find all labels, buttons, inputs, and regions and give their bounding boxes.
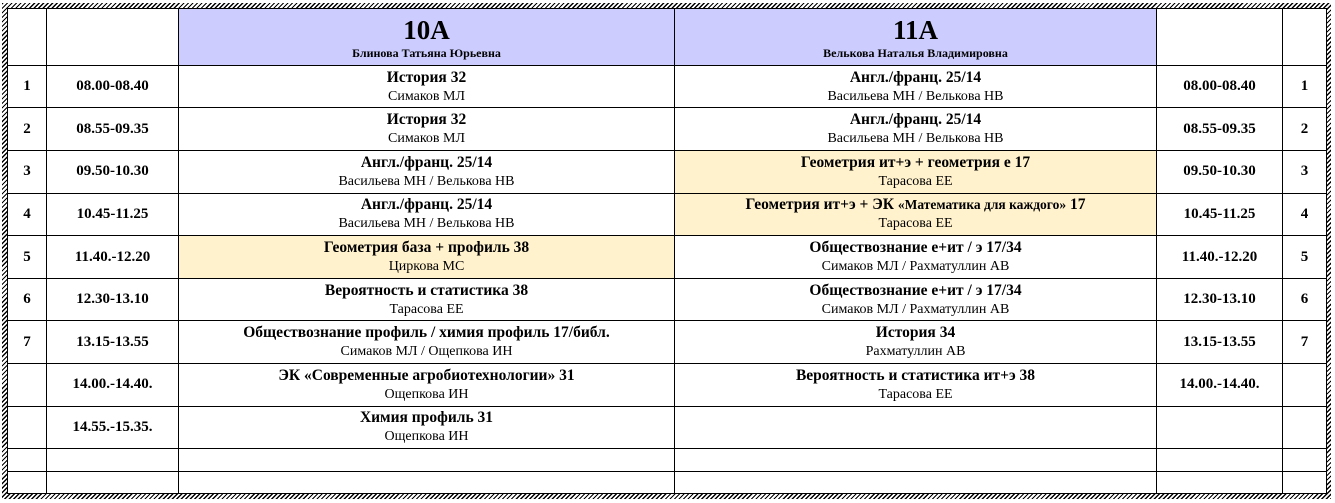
lesson-row	[8, 151, 1327, 194]
subject: История 32	[386, 68, 467, 86]
lesson-number-right: 7	[1283, 321, 1327, 364]
lesson-row	[8, 65, 1327, 108]
class-header-11a	[675, 9, 1157, 66]
lesson-time: 09.50-10.30	[47, 151, 179, 194]
schedule-table	[7, 8, 1327, 494]
teacher: Васильева МН / Велькова НВ	[827, 131, 1004, 147]
teacher: Ощепкова ИН	[384, 386, 469, 402]
subject: Вероятность и статистика 38	[324, 281, 529, 299]
lesson-time-right: 11.40.-12.20	[1157, 236, 1283, 279]
lesson-time: 08.55-09.35	[47, 108, 179, 151]
class-teacher: Велькова Наталья Владимировна	[823, 46, 1008, 61]
lesson-number-right: 2	[1283, 108, 1327, 151]
header-empty-cell	[47, 9, 179, 66]
lesson-time: 13.15-13.55	[47, 321, 179, 364]
lesson-row	[8, 108, 1327, 151]
teacher: Васильева МН / Велькова НВ	[338, 173, 515, 189]
lesson-time-right: 14.00.-14.40.	[1157, 364, 1283, 407]
lesson-number	[8, 364, 47, 407]
lesson-row	[8, 278, 1327, 321]
teacher: Васильева МН / Велькова НВ	[827, 88, 1004, 104]
subject: Англ./франц. 25/14	[360, 196, 493, 214]
lesson-time: 11.40.-12.20	[47, 236, 179, 279]
lesson-time: 12.30-13.10	[47, 278, 179, 321]
teacher: Ощепкова ИН	[384, 429, 469, 445]
subject: Обществознание профиль / химия профиль 17/библ.	[243, 324, 610, 342]
lesson-cell-11a	[675, 278, 1157, 321]
lesson-number-right	[1283, 406, 1327, 449]
teacher: Тарасова ЕЕ	[878, 216, 953, 232]
subject: Вероятность и статистика ит+э 38	[795, 366, 1036, 384]
header-empty-cell	[1157, 9, 1283, 66]
header-row	[8, 9, 1327, 66]
lesson-cell-11a	[675, 65, 1157, 108]
lesson-row	[8, 364, 1327, 407]
lesson-cell-10a	[179, 278, 675, 321]
teacher: Рахматуллин АВ	[865, 344, 966, 360]
lesson-cell-10a	[179, 193, 675, 236]
lesson-number: 2	[8, 108, 47, 151]
lesson-number-right: 5	[1283, 236, 1327, 279]
lesson-time-right: 12.30-13.10	[1157, 278, 1283, 321]
lesson-cell-10a	[179, 406, 675, 449]
lesson-time-right: 10.45-11.25	[1157, 193, 1283, 236]
subject: Англ./франц. 25/14	[849, 111, 982, 129]
lesson-cell-11a-empty	[675, 406, 1157, 449]
class-header-10a	[179, 9, 675, 66]
subject: Геометрия база + профиль 38	[323, 239, 530, 257]
teacher: Симаков МЛ	[388, 131, 465, 147]
teacher: Симаков МЛ / Ощепкова ИН	[340, 344, 513, 360]
lesson-time: 08.00-08.40	[47, 65, 179, 108]
lesson-number: 1	[8, 65, 47, 108]
lesson-cell-11a-highlighted	[675, 193, 1157, 236]
lesson-cell-10a-highlighted	[179, 236, 675, 279]
empty-row	[8, 449, 1327, 471]
lesson-number: 3	[8, 151, 47, 194]
lesson-cell-10a	[179, 321, 675, 364]
lesson-cell-10a	[179, 364, 675, 407]
teacher: Циркова МС	[388, 259, 465, 275]
lesson-time-right: 13.15-13.55	[1157, 321, 1283, 364]
class-name: 10А	[403, 15, 450, 46]
subject: Химия профиль 31	[359, 409, 494, 427]
lesson-cell-11a-highlighted	[675, 151, 1157, 194]
class-teacher: Блинова Татьяна Юрьевна	[352, 46, 501, 61]
subject-part: Геометрия ит+э + ЭК	[745, 196, 898, 214]
lesson-number-right	[1283, 364, 1327, 407]
lesson-number-right: 6	[1283, 278, 1327, 321]
subject	[675, 195, 1156, 214]
lesson-time: 10.45-11.25	[47, 193, 179, 236]
subject-part: 17	[1066, 196, 1086, 214]
lesson-row	[8, 193, 1327, 236]
lesson-number	[8, 406, 47, 449]
subject-part-small: «Математика для каждого»	[897, 197, 1067, 213]
empty-row	[8, 471, 1327, 493]
lesson-time-right: 08.00-08.40	[1157, 65, 1283, 108]
lesson-number-right: 4	[1283, 193, 1327, 236]
teacher: Симаков МЛ / Рахматуллин АВ	[821, 259, 1010, 275]
header-empty-cell	[8, 9, 47, 66]
lesson-cell-11a	[675, 236, 1157, 279]
lesson-cell-11a	[675, 108, 1157, 151]
subject: Англ./франц. 25/14	[360, 153, 493, 171]
subject: Обществознание е+ит / э 17/34	[809, 281, 1022, 299]
subject: Геометрия ит+э + геометрия е 17	[800, 153, 1031, 171]
lesson-time: 14.00.-14.40.	[47, 364, 179, 407]
lesson-cell-11a	[675, 364, 1157, 407]
teacher: Симаков МЛ / Рахматуллин АВ	[821, 301, 1010, 317]
subject: Англ./франц. 25/14	[849, 68, 982, 86]
lesson-number: 4	[8, 193, 47, 236]
subject: Обществознание е+ит / э 17/34	[809, 239, 1022, 257]
subject: История 32	[386, 111, 467, 129]
lesson-time-right: 09.50-10.30	[1157, 151, 1283, 194]
lesson-number-right: 3	[1283, 151, 1327, 194]
lesson-cell-10a	[179, 108, 675, 151]
lesson-cell-10a	[179, 65, 675, 108]
lesson-time: 14.55.-15.35.	[47, 406, 179, 449]
lesson-row	[8, 236, 1327, 279]
hatched-page-border	[2, 3, 1331, 499]
lesson-time-right	[1157, 406, 1283, 449]
lesson-row	[8, 406, 1327, 449]
lesson-cell-10a	[179, 151, 675, 194]
subject: ЭК «Современные агробиотехнологии» 31	[278, 366, 575, 384]
lesson-number-right: 1	[1283, 65, 1327, 108]
lesson-number: 7	[8, 321, 47, 364]
teacher: Тарасова ЕЕ	[878, 173, 953, 189]
lesson-cell-11a	[675, 321, 1157, 364]
header-empty-cell	[1283, 9, 1327, 66]
lesson-time-right: 08.55-09.35	[1157, 108, 1283, 151]
lesson-number: 6	[8, 278, 47, 321]
subject: История 34	[875, 324, 956, 342]
teacher: Тарасова ЕЕ	[389, 301, 464, 317]
class-name: 11А	[892, 15, 938, 46]
teacher: Симаков МЛ	[388, 88, 465, 104]
teacher: Тарасова ЕЕ	[878, 386, 953, 402]
lesson-number: 5	[8, 236, 47, 279]
teacher: Васильева МН / Велькова НВ	[338, 216, 515, 232]
lesson-row	[8, 321, 1327, 364]
